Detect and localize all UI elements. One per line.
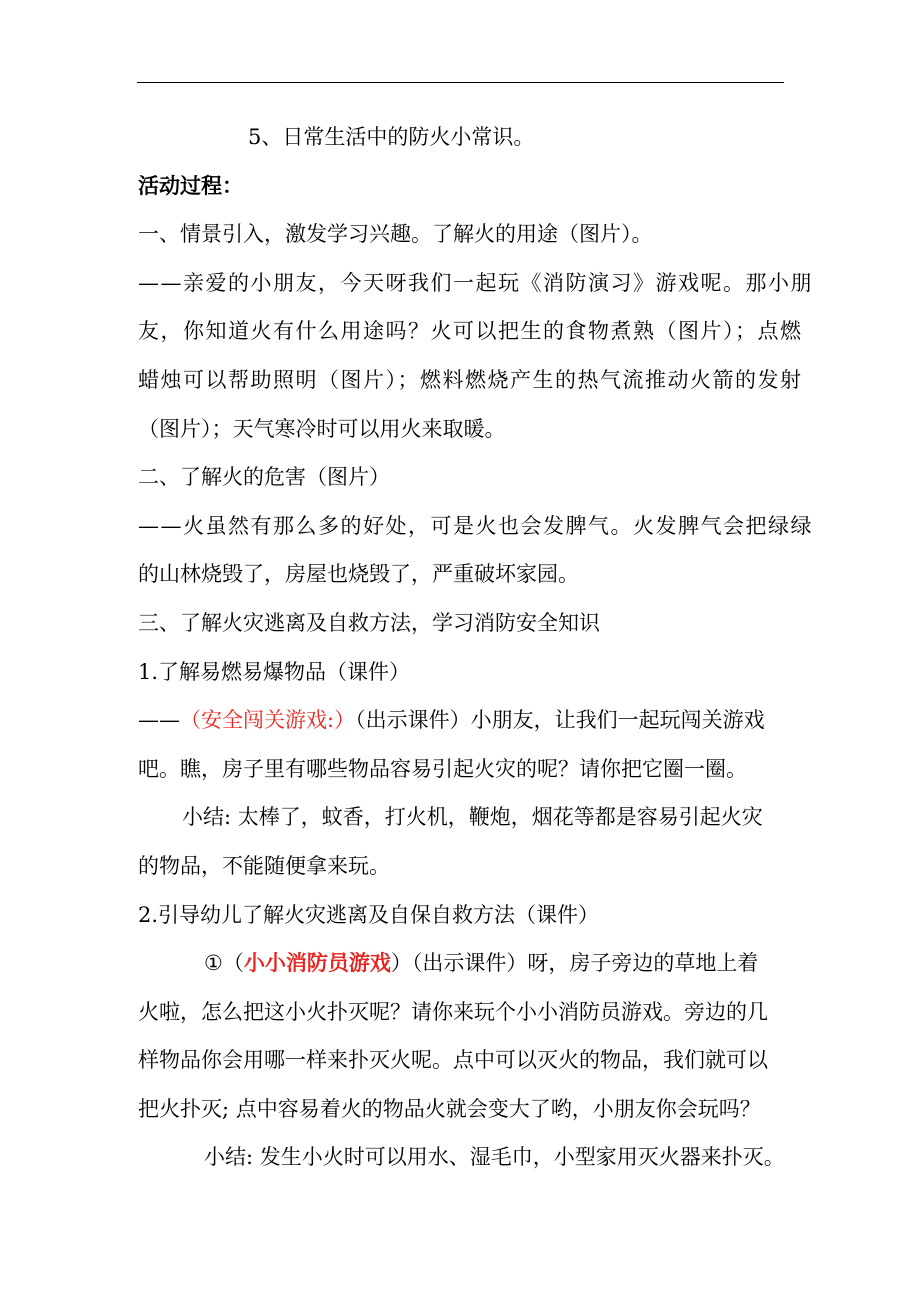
- firefighter-game-label: 小小消防员游戏: [243, 950, 391, 976]
- section-2-line: 的山林烧毁了，房屋也烧毁了，严重破坏家园。: [138, 562, 579, 587]
- subsection-2-line: 把火扑灭; 点中容易着火的物品火就会变大了哟，小朋友你会玩吗？: [138, 1096, 761, 1121]
- section-1-line: 友，你知道火有什么用途吗？火可以把生的食物煮熟（图片）；点燃: [138, 319, 803, 344]
- section-2-line: ——火虽然有那么多的好处，可是火也会发脾气。火发脾气会把绿绿: [138, 513, 813, 538]
- subsection-1-heading: 1.了解易燃易爆物品（课件）: [138, 659, 411, 684]
- summary-2-line: 小结: 发生小火时可以用水、湿毛巾，小型家用灭火器来扑灭。: [204, 1145, 785, 1170]
- subsection-1-line: [138, 696, 788, 745]
- subsection-2-line: 样物品你会用哪一样来扑灭火呢。点中可以灭火的物品，我们就可以: [138, 1048, 768, 1073]
- subsection-1-text: （出示课件）小朋友，让我们一起玩闯关游戏: [355, 708, 765, 733]
- process-heading: 活动过程：: [138, 172, 243, 198]
- dash-prefix: ——: [138, 708, 180, 733]
- subsection-2-game-line: [138, 939, 788, 988]
- section-3-heading: 三、了解火灾逃离及自救方法，学习消防安全知识: [138, 610, 600, 635]
- subsection-2-line: 火啦，怎么把这小火扑灭呢？请你来玩个小小消防员游戏。旁边的几: [138, 999, 768, 1024]
- section-1-heading: 一、情景引入，激发学习兴趣。了解火的用途（图片）。: [138, 222, 653, 247]
- section-1-line: ——亲爱的小朋友，今天呀我们一起玩《消防演习》游戏呢。那小朋: [138, 270, 813, 295]
- section-1-line: （图片）；天气寒冷时可以用火来取暖。: [138, 416, 506, 441]
- subsection-2-heading: 2.引导幼儿了解火灾逃离及自保自救方法（课件）: [138, 902, 600, 927]
- section-1-line: 蜡烛可以帮助照明（图片）；燃料燃烧产生的热气流推动火箭的发射: [138, 367, 803, 392]
- subsection-1-line: 吧。瞧，房子里有哪些物品容易引起火灾的呢？请你把它圈一圈。: [138, 756, 747, 781]
- document-body: [138, 113, 813, 1182]
- summary-1-line: 的物品，不能随便拿来玩。: [138, 853, 390, 878]
- list-item-5: 5、日常生活中的防火小常识。: [248, 125, 535, 149]
- summary-1-line: 小结: 太棒了，蚊香，打火机，鞭炮，烟花等都是容易引起火灾: [182, 805, 763, 830]
- safety-game-label: （安全闯关游戏:）: [180, 708, 356, 733]
- header-rule: [137, 82, 784, 83]
- section-2-heading: 二、了解火的危害（图片）: [138, 465, 390, 490]
- game-prefix: ①（: [204, 951, 244, 976]
- game-suffix: ）（出示课件）呀，房子旁边的草地上着: [390, 951, 759, 976]
